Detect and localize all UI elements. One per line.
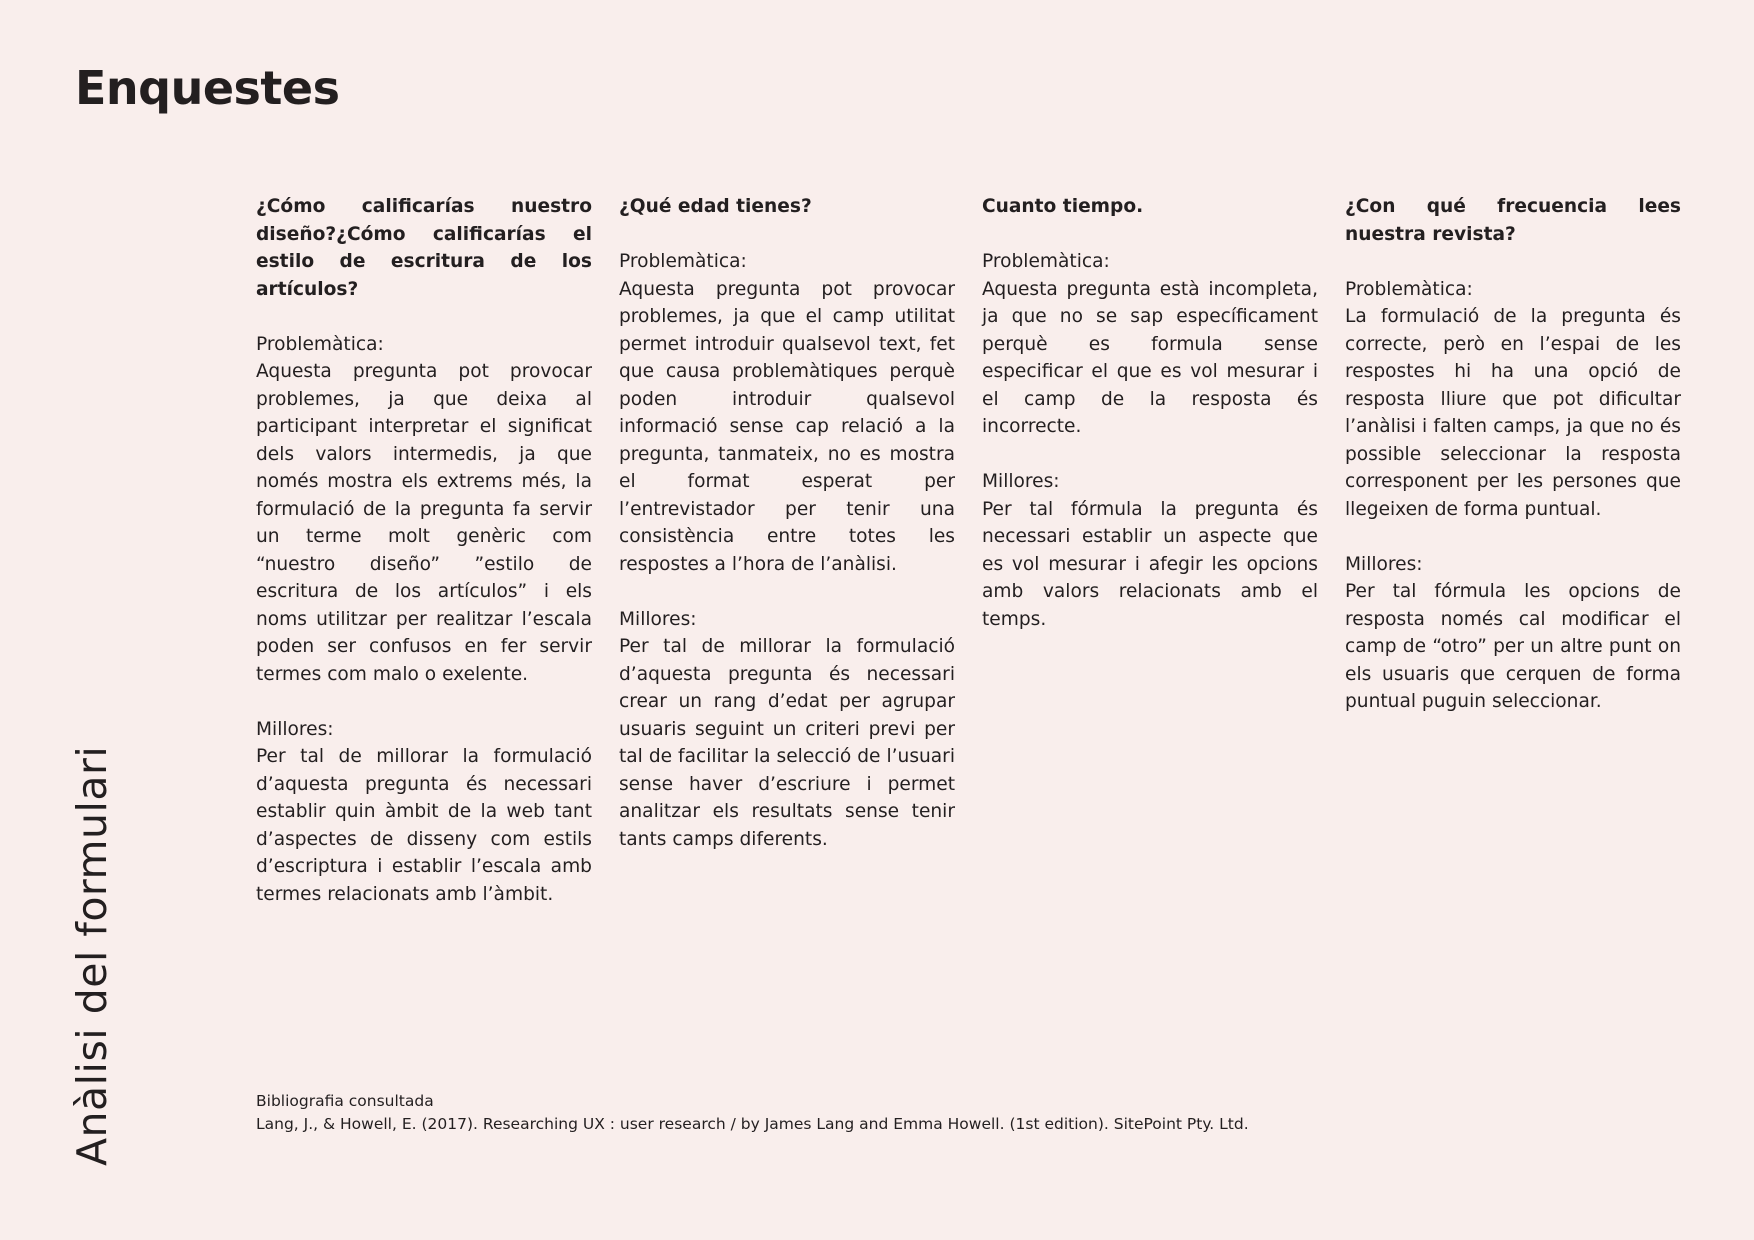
improvements-text: Per tal fórmula les opcions de resposta només cal modificar el camp de “otro” per un altre punt on els usuaris que cerquen de forma puntual puguin seleccionar.: [1345, 581, 1681, 712]
problem-text: La formulació de la pregunta és correcte, però en l’espai de les respostes hi ha una opció de resposta lliure que pot dificultar l’anàlisi i falten camps, ja que no és possible seleccionar la resposta corresponent per les persones que llegeixen de forma puntual.: [1345, 306, 1681, 520]
problem-label: Problemàtica:: [1345, 278, 1473, 300]
improvements-label: Millores:: [256, 718, 334, 740]
improvements-text: Per tal fórmula la pregunta és necessari establir un aspecte que es vol mesurar i afegir les opcions amb valors relacionats amb el temps.: [982, 498, 1318, 630]
problem-text: Aquesta pregunta pot provocar problemes, ja que deixa al participant interpretar el significat dels valors intermedis, ja que només mostra els extrems més, la formulació de la pregunta fa servir un terme molt genèric com “nuestro diseño” ”estilo de escritura de los artículos” i els noms utilitzar per realitzar l’escala poden ser confusos en fer servir termes com malo o exelente.: [256, 361, 592, 685]
page-title: Enquestes: [75, 61, 340, 115]
improvements-text: Per tal de millorar la formulació d’aquesta pregunta és necessari establir quin àmbit de la web tant d’aspectes de disseny com estils d’escriptura i establir l’escala amb termes relacionats amb l’àmbit.: [256, 746, 592, 905]
survey-question: ¿Cómo calificarías nuestro diseño?¿Cómo calificarías el estilo de escritura de los artículos?: [256, 196, 592, 300]
analysis-column-4: [1345, 193, 1681, 716]
problem-label: Problemàtica:: [982, 251, 1110, 272]
improvements-text: Per tal de millorar la formulació d’aquesta pregunta és necessari crear un rang d’edat per agrupar usuaris seguint un criteri previ per tal de facilitar la selecció de l’usuari sense haver d’escriure i permet analitzar els resultats sense tenir tants camps diferents.: [619, 636, 955, 850]
bibliography: [256, 1090, 1249, 1136]
problem-text: Aquesta pregunta està incompleta, ja que no se sap específicament perquè es formula sense especificar el que es vol mesurar i el camp de la resposta és incorrecte.: [982, 278, 1318, 437]
survey-question: ¿Con qué frecuencia lees nuestra revista?: [1345, 196, 1681, 245]
problem-text: Aquesta pregunta pot provocar problemes, ja que el camp utilitat permet introduir qualsevol text, fet que causa problemàtiques perquè poden introduir qualsevol informació sense cap relació a la pregunta, tanmateix, no es mostra el format esperat per l’entrevistador per tenir una consistència entre totes les respostes a l’hora de l’anàlisi.: [619, 278, 955, 575]
section-vertical-title: Anàlisi del formulari: [68, 745, 116, 1166]
survey-question: Cuanto tiempo.: [982, 196, 1144, 217]
improvements-label: Millores:: [619, 608, 697, 630]
problem-label: Problemàtica:: [619, 251, 747, 272]
survey-question: ¿Qué edad tienes?: [619, 196, 812, 217]
analysis-column-2: [619, 193, 955, 853]
improvements-label: Millores:: [1345, 553, 1423, 575]
analysis-column-3: [982, 193, 1318, 633]
bibliography-heading: Bibliografia consultada: [256, 1092, 434, 1110]
problem-label: Problemàtica:: [256, 333, 384, 355]
bibliography-reference: Lang, J., & Howell, E. (2017). Researching UX : user research / by James Lang and Emma Howell. (1st edition). SitePoint Pty. Ltd.: [256, 1115, 1249, 1133]
improvements-label: Millores:: [982, 471, 1060, 492]
analysis-column-1: [256, 193, 592, 908]
